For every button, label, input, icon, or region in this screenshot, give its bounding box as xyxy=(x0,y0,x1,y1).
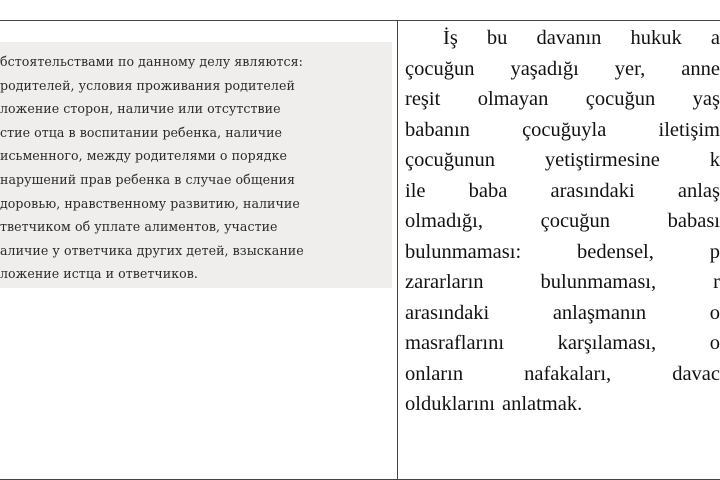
scanned-text-line: родителей, условия проживания родителей xyxy=(0,77,295,93)
text-word: k xyxy=(709,149,720,171)
text-word: bu xyxy=(486,27,508,49)
text-word: anne xyxy=(681,57,720,80)
text-word: olmayan xyxy=(477,88,549,110)
text-line xyxy=(405,206,720,237)
text-word: ile xyxy=(405,179,426,202)
text-word: baba xyxy=(468,179,508,202)
text-word: İş xyxy=(443,27,458,49)
scanned-text-line: аличие у ответчика других детей, взыскание xyxy=(0,242,304,258)
text-line xyxy=(405,23,720,54)
text-word: olduklarını xyxy=(405,393,495,415)
text-line xyxy=(405,359,720,390)
text-word: çocuğunun xyxy=(405,149,495,171)
text-word: yaş xyxy=(692,88,720,110)
text-line xyxy=(405,328,720,359)
scanned-text-line: исьменного, между родителями о порядке xyxy=(0,148,288,164)
text-line xyxy=(405,389,720,420)
text-word: r xyxy=(713,271,720,293)
text-word: bulunmaması: xyxy=(405,240,522,263)
table-top-border xyxy=(0,20,720,21)
text-word: yer, xyxy=(614,57,646,80)
text-word: çocuğun xyxy=(540,210,611,232)
text-word: arasındaki xyxy=(405,301,490,324)
text-word: bulunmaması, xyxy=(540,271,657,293)
scanned-text-line: бстоятельствами по данному делу являются: xyxy=(0,54,303,69)
scanned-text-block xyxy=(0,50,400,286)
text-word: iletişim xyxy=(658,118,720,141)
text-line xyxy=(405,298,720,329)
text-line xyxy=(405,176,720,207)
text-word: çocuğuyla xyxy=(522,118,607,141)
scanned-text-line: нарушений прав ребенка в случае общения xyxy=(0,171,295,187)
text-line xyxy=(405,115,720,146)
turkish-text-block xyxy=(405,23,720,420)
text-word: karşılaması, xyxy=(557,332,657,354)
text-word: olmadığı, xyxy=(405,210,484,232)
text-line xyxy=(405,267,720,298)
scanned-text-line: ложение истца и ответчиков. xyxy=(0,266,198,282)
scanned-text-line: стие отца в воспитании ребенка, наличие xyxy=(0,124,283,140)
text-word: zararların xyxy=(405,271,484,293)
text-word: davac xyxy=(672,362,720,385)
text-word: babanın xyxy=(405,118,470,141)
text-word: çocuğun xyxy=(405,57,475,80)
text-word: hukuk xyxy=(630,27,682,49)
text-word: reşit xyxy=(405,88,441,110)
text-word: davanın xyxy=(536,27,602,49)
text-word: çocuğun xyxy=(585,88,656,110)
text-word: yaşadığı xyxy=(510,57,579,80)
scanned-text-line: доровью, нравственному развитию, наличие xyxy=(0,195,300,211)
text-line xyxy=(405,237,720,268)
scanned-text-line: ложение сторон, наличие или отсутствие xyxy=(0,101,281,117)
text-word: a xyxy=(710,27,720,49)
text-word: o xyxy=(709,301,720,324)
scanned-text-line: тветчиком об уплате алиментов, участие xyxy=(0,219,278,235)
text-word: o xyxy=(709,332,720,354)
text-word: anlaşmanın xyxy=(552,301,647,324)
text-word: nafakaları, xyxy=(524,362,612,385)
text-word: anlatmak. xyxy=(501,393,583,415)
text-word: onların xyxy=(405,362,464,385)
text-word: yetiştirmesine xyxy=(544,149,660,171)
text-word: arasındaki xyxy=(550,179,635,202)
text-word: anlaş xyxy=(677,179,720,202)
text-line xyxy=(405,54,720,85)
text-line xyxy=(405,145,720,176)
text-word: masraflarını xyxy=(405,332,505,354)
text-line xyxy=(405,84,720,115)
text-word: bedensel, xyxy=(577,240,654,263)
text-word: p xyxy=(709,240,720,263)
text-word: babası xyxy=(667,210,720,232)
